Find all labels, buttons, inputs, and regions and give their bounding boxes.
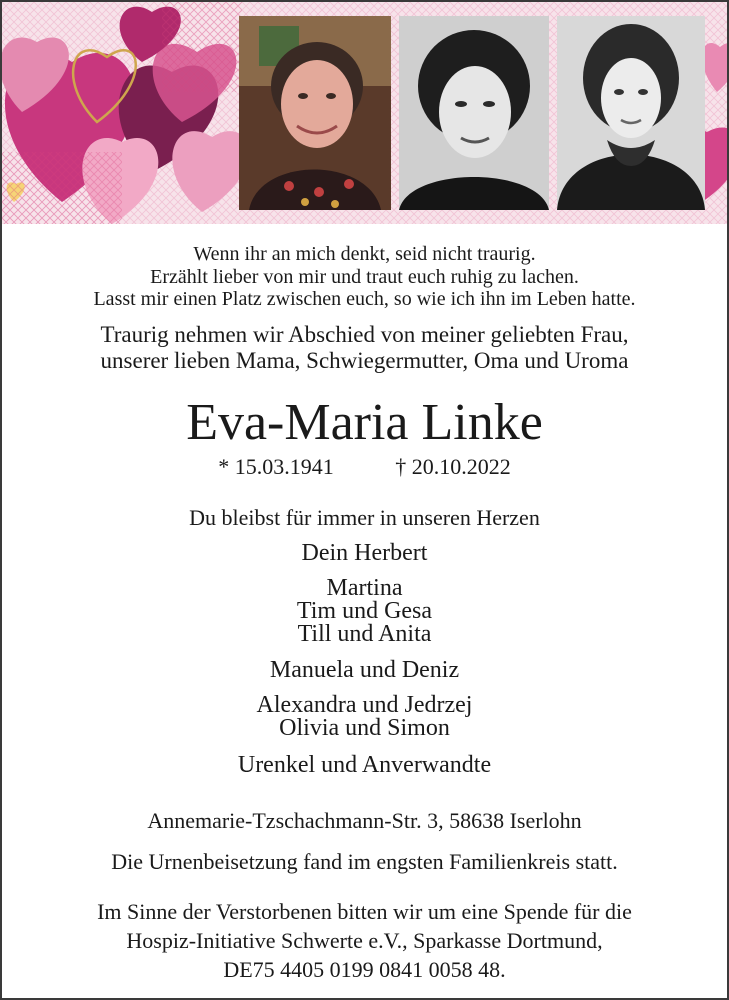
life-dates <box>2 454 727 480</box>
young-woman-bw-photo <box>399 16 549 210</box>
birth-date: * 15.03.1941 <box>218 454 334 479</box>
intro-line: unserer lieben Mama, Schwiegermutter, Oma und Uroma <box>100 348 629 373</box>
elderly-woman-photo <box>239 16 391 210</box>
signature-line: Till und Anita <box>297 621 432 647</box>
signature-spouse: Dein Herbert <box>301 540 428 566</box>
signature-line: Tim und Gesa <box>296 598 433 624</box>
portrait-photo-2 <box>399 16 549 210</box>
young-woman-dark-dress-photo <box>557 16 705 210</box>
signature-line: Olivia und Simon <box>279 715 450 741</box>
poem <box>2 243 727 311</box>
donation-line: DE75 4405 0199 0841 0058 48. <box>223 957 506 982</box>
intro-line: Traurig nehmen wir Abschied von meiner geliebten Frau, <box>100 322 629 347</box>
donation-line: Im Sinne der Verstorbenen bitten wir um eine Spende für die <box>97 899 632 924</box>
signature-line: Alexandra und Jedrzej <box>256 692 473 718</box>
intro-text <box>2 322 727 374</box>
signature-group-1 <box>2 577 727 646</box>
donation-note <box>2 897 727 984</box>
donation-line: Hospiz-Initiative Schwerte e.V., Sparkasse Dortmund, <box>126 928 603 953</box>
address: Annemarie-Tzschachmann-Str. 3, 58638 Iserlohn <box>147 808 582 833</box>
motto: Du bleibst für immer in unseren Herzen <box>189 505 540 530</box>
header-banner <box>2 2 727 224</box>
portrait-photo-1 <box>239 16 391 210</box>
poem-line: Erzählt lieber von mir und traut euch ruhig zu lachen. <box>150 265 579 288</box>
signature-line: Martina <box>326 575 403 601</box>
portrait-photo-3 <box>557 16 705 210</box>
poem-line: Lasst mir einen Platz zwischen euch, so wie ich ihn im Leben hatte. <box>93 288 636 310</box>
burial-note: Die Urnenbeisetzung fand im engsten Familienkreis statt. <box>111 849 618 874</box>
death-date: † 20.10.2022 <box>395 454 511 479</box>
signature-group-3 <box>2 694 727 740</box>
signature-group-2: Manuela und Deniz <box>269 657 460 683</box>
poem-line: Wenn ihr an mich denkt, seid nicht traurig. <box>193 243 536 265</box>
signature-closing: Urenkel und Anverwandte <box>237 752 492 778</box>
deceased-name: Eva-Maria Linke <box>186 394 543 451</box>
